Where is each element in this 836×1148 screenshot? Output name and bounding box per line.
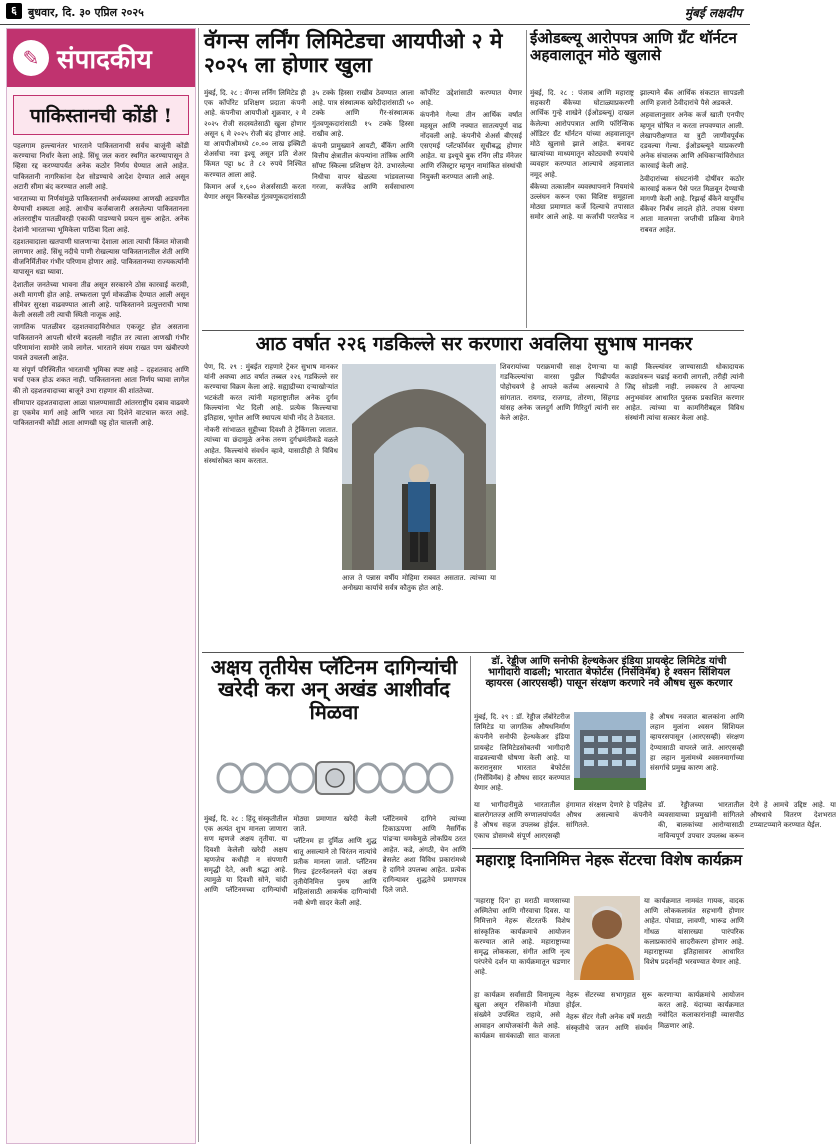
nehru-body-right	[644, 896, 744, 986]
paragraph: कंपनीने गेल्या तीन आर्थिक वर्षांत महसूल आणि नफ्यात सातत्यपूर्ण वाढ नोंदवली आहे. कंपनीचे शेअर्स बीएसई एसएमई प्लॅटफॉर्मवर सूचीबद्ध होणार आहेत. या इश्यूचे बुक रनिंग लीड मॅनेजर आणि रजिस्ट्रार म्हणून नामांकित संस्थांची नियुक्ती करण्यात आली आहे.	[420, 111, 522, 181]
paragraph: मुंबई, दि. २८ : वॅगन्स लर्निंग लिमिटेड ही एक कॉर्पोरेट प्रशिक्षण प्रदाता कंपनी आहे. कंपनीचा आयपीओ शुक्रवार, २ मे २०२५ रोजी सदस्यतेसाठी खुला होणार असून ६ मे २०२५ रोजी बंद होणार आहे. या आयपीओमध्ये ८०.०० लाख इक्विटी शेअर्सचा नवा इश्यू असून प्रति शेअर किंमत पट्टा ७८ ते ८२ रुपये निश्चित करण्यात आला आहे.	[204, 89, 306, 179]
fort-photo	[342, 364, 496, 570]
paragraph: किमान अर्ज १,६०० शेअर्ससाठी करता येणार असून किरकोळ गुंतवणूकदारांसाठी ३५ टक्के हिस्सा राखीव ठेवण्यात आला आहे. पात्र संस्थात्मक खरेदीदारांसाठी ५० टक्के आणि गैर-संस्थात्मक गुंतवणूकदारांसाठी १५ टक्के हिस्सा राखीव आहे.	[204, 89, 414, 202]
paragraph: काही किल्ल्यांवर जाण्यासाठी धोकादायक कड्यांवरून चढाई करावी लागली, तरीही त्यांनी जिद्द सोडली नाही. लवकरच ते आपल्या अनुभवांवर आधारित पुस्तक प्रकाशित करणार आहेत. त्यांच्या या कामगिरीबद्दल विविध संस्थांनी त्यांचा सत्कार केला आहे.	[625, 363, 744, 423]
paragraph: शिवरायांच्या पराक्रमाची साक्ष देणाऱ्या या गडकिल्ल्यांचा वारसा पुढील पिढीपर्यंत पोहोचवणे हे आपले कर्तव्य असल्याचे ते सांगतात. रायगड, राजगड, तोरणा, सिंहगड यांसह अनेक जलदुर्ग आणि गिरिदुर्ग त्यांनी सर केले आहेत.	[500, 363, 619, 423]
paragraph: अहवालानुसार अनेक कर्ज खाती एनपीए म्हणून घोषित न करता लपवण्यात आली. लेखापरीक्षणात या त्रुटी जाणीवपूर्वक दडवल्या गेल्या. ईओडब्ल्यूने याप्रकरणी अनेक संचालक आणि अधिकाऱ्यांविरोधात कारवाई केली आहे.	[640, 111, 744, 171]
nehru-headline: महाराष्ट्र दिनानिमित्त नेहरू सेंटरचा विशेष कार्यक्रम	[475, 851, 743, 869]
paragraph: या भागीदारीमुळे भारतातील बालरोगतज्ज्ञ आणि रुग्णालयांपर्यंत हे औषध सहज उपलब्ध होईल. एकाच डोसमध्ये संपूर्ण आरएसव्ही हंगामात संरक्षण देणारे हे पहिलेच औषध असल्याचे कंपनीने सांगितले.	[474, 801, 652, 840]
paragraph: प्लॅटिनमचे दागिने त्यांच्या टिकाऊपणा आणि नैसर्गिक पांढऱ्या चमकेमुळे लोकप्रिय ठरत आहेत. कडे, अंगठी, चेन आणि ब्रेसलेट अशा विविध प्रकारांमध्ये हे दागिने उपलब्ध आहेत. प्रत्येक दागिन्यावर शुद्धतेचे प्रमाणपत्र दिले जाते.	[382, 815, 466, 895]
paragraph: या कार्यक्रमात नामवंत गायक, वादक आणि लोककलावंत सहभागी होणार आहेत. पोवाडा, लावणी, भारूड आणि गोंधळ यांसारख्या पारंपरिक कलाप्रकारांचे सादरीकरण होणार आहे. महाराष्ट्राच्या इतिहासावर आधारित विशेष प्रदर्शनही भरवण्यात येणार आहे.	[644, 897, 744, 967]
paragraph: जागतिक पातळीवर दहशतवादाविरोधात एकजूट होत असताना पाकिस्तानने आपली धोरणे बदलली नाहीत तर त्याला आणखी गंभीर परिणामांना सामोरे जावे लागेल. भारताने संयम राखत पण खंबीरपणे पावले उचलली आहेत.	[13, 323, 189, 363]
paragraph: पहलगाम हल्ल्यानंतर भारताने पाकिस्तानाची सर्वच बाजूंनी कोंडी करण्याचा निर्धार केला आहे. सिंधू जल करार स्थगित करण्यापासून ते व्हिसा रद्द करण्यापर्यंत अनेक कठोर निर्णय घेण्यात आले आहेत. पाकिस्तानी नागरिकांना देश सोडण्याचे आदेश देण्यात आले असून अटारी सीमा बंद करण्यात आली आहे.	[13, 142, 189, 191]
masthead: मुंबई लक्षदीप	[684, 6, 742, 20]
fort-photo-caption: आज ते पन्नास वर्षीय मोहिमा राबवत असतात. त्यांच्या या अनोख्या कार्याचे सर्वत्र कौतुक होत आहे.	[342, 574, 496, 592]
paragraph: सीमापार दहशतवादाला आळा घालण्यासाठी आंतरराष्ट्रीय दबाव वाढवणे हा एकमेव मार्ग आहे आणि भारत त्या दिशेने वाटचाल करत आहे. पाकिस्तानची कोंडी आता आणखी घट्ट होत चालली आहे.	[13, 398, 189, 428]
paragraph: हे औषध नवजात बालकांना आणि लहान मुलांना श्वसन सिंशियल व्हायरसपासून (आरएसव्ही) संरक्षण देण्यासाठी वापरले जाते. आरएसव्ही हा लहान मुलांमध्ये श्वसनमार्गाच्या संसर्गाचे प्रमुख कारण आहे.	[650, 713, 744, 773]
editorial-header	[7, 29, 195, 87]
dr-reddy-headline: डॉ. रेड्डीज आणि सनोफी हेल्थकेअर इंडिया प्रायव्हेट लिमिटेड यांची भागीदारी वाढली; भारतात बेफोर्टस (निर्सेविमॅब) हे श्वसन सिंशियल व्हायरस (आरएसव्ही) पासून संरक्षण करणारे नवे औषध सुरू करणार	[485, 656, 733, 690]
speaker-photo	[574, 896, 640, 980]
editorial-section-title: संपादकीय	[57, 45, 152, 75]
editorial-headline: पाकिस्तानची कोंडी !	[13, 95, 189, 135]
manekar-body-left	[204, 362, 338, 652]
speaker-image	[574, 896, 640, 980]
nehru-body-left	[474, 896, 570, 986]
pen-icon: ✎	[13, 40, 49, 76]
ipo-headline: वॅगन्स लर्निंग लिमिटेडचा आयपीओ २ मे २०२५ ला होणार खुला	[204, 29, 503, 77]
paragraph: दहशतवादाला खतपाणी घालणाऱ्या देशाला आता त्याची किंमत मोजावी लागणार आहे. सिंधू नदीचे पाणी रोखल्यास पाकिस्तानातील शेती आणि वीजनिर्मितीवर गंभीर परिणाम होणार आहे. पाकिस्तानच्या राज्यकर्त्यांनी यापासून धडा घ्यावा.	[13, 237, 189, 277]
paragraph: हा कार्यक्रम सर्वांसाठी विनामूल्य खुला असून रसिकांनी मोठ्या संख्येने उपस्थित राहावे, असे आवाहन आयोजकांनी केले आहे. कार्यक्रम सायंकाळी सात वाजता नेहरू सेंटरच्या सभागृहात सुरू होईल.	[474, 991, 652, 1040]
paragraph: 'महाराष्ट्र दिन' हा मराठी माणसाच्या अस्मितेचा आणि गौरवाचा दिवस. या निमित्ताने नेहरू सेंटरतर्फे विशेष सांस्कृतिक कार्यक्रमाचे आयोजन करण्यात आले आहे. महाराष्ट्राच्या समृद्ध लोककला, संगीत आणि नृत्य परंपरेचे दर्शन या कार्यक्रमातून घडणार आहे.	[474, 897, 570, 977]
paragraph: मुंबई, दि. २८ : पंजाब आणि महाराष्ट्र सहकारी बँकेच्या घोटाळ्याप्रकरणी आर्थिक गुन्हे शाखेने (ईओडब्ल्यू) दाखल केलेल्या आरोपपत्रात आणि फॉरेन्सिक ऑडिटर ग्रँट थॉर्नटन यांच्या अहवालातून मोठे खुलासे झाले आहेत. बनावट खात्यांच्या माध्यमातून कोट्यवधी रुपयांचे व्यवहार करण्यात आल्याचे अहवालात नमूद आहे.	[530, 89, 634, 179]
column-divider	[470, 656, 471, 1144]
editorial-body	[7, 141, 195, 428]
page-header	[0, 0, 750, 25]
paragraph: नोकरी सांभाळत सुट्टीच्या दिवशी ते ट्रेकिंगला जातात. त्यांच्या या छंदामुळे अनेक तरुण दुर्गभ्रमंतीकडे वळले आहेत. किल्ल्यांचे संवर्धन व्हावे, यासाठीही ते विविध संस्थांसोबत काम करतात.	[204, 426, 338, 465]
paragraph: मुंबई, दि. २८ : हिंदू संस्कृतीतील एक अत्यंत शुभ मानला जाणारा सण म्हणजे अक्षय तृतीया. या दिवशी केलेली खरेदी अक्षय म्हणजेच कधीही न संपणारी समृद्धी देते, अशी श्रद्धा आहे. त्यामुळे या दिवशी सोने, चांदी आणि प्लॅटिनमच्या दागिन्यांची मोठ्या प्रमाणात खरेदी केली जाते.	[204, 815, 377, 895]
ipo-body	[204, 88, 522, 326]
paragraph: ठेवीदारांच्या संघटनांनी दोषींवर कठोर कारवाई करून पैसे परत मिळवून देण्याची मागणी केली आहे. रिझर्व्ह बँकेने यापूर्वीच बँकेवर निर्बंध लादले होते. तपास यंत्रणा आता मालमत्ता जप्तीची प्रक्रिया वेगाने राबवत आहेत.	[640, 174, 744, 234]
page-number: ६	[6, 3, 22, 19]
column-divider	[526, 30, 527, 328]
dateline: बुधवार, दि. ३० एप्रिल २०२५	[28, 6, 144, 19]
platinum-bracelet-image	[210, 748, 460, 808]
eow-body	[530, 88, 744, 326]
paragraph: भारताच्या या निर्णयांमुळे पाकिस्तानची अर्थव्यवस्था आणखी अडचणीत येण्याची शक्यता आहे. आधीच कर्जबाजारी असलेल्या पाकिस्तानला आंतरराष्ट्रीय पातळीवरही एकाकी पाडण्याचे प्रयत्न सुरू आहेत. अनेक देशांनी भारताच्या भूमिकेला पाठिंबा दिला आहे.	[13, 195, 189, 234]
eow-headline: ईओडब्ल्यू आरोपपत्र आणि ग्रँट थॉर्नटन अहवालातून मोठे खुलासे	[530, 29, 737, 64]
fort-gateway-image	[342, 364, 496, 570]
dr-reddy-body-bottom	[474, 800, 836, 844]
paragraph: प्लॅटिनम हा दुर्मिळ आणि शुद्ध धातू असल्याने तो चिरंतन नात्यांचे प्रतीक मानला जातो. प्लॅटिनम गिल्ड इंटरनॅशनलने यंदा अक्षय तृतीयेनिमित्त पुरुष आणि महिलांसाठी आकर्षक दागिन्यांची नवी श्रेणी सादर केली आहे.	[293, 837, 377, 907]
column-divider	[198, 28, 199, 1142]
manekar-headline: आठ वर्षात २२६ गडकिल्ले सर करणारा अवलिया सुभाष मानकर	[255, 333, 693, 355]
section-divider	[472, 848, 744, 849]
bracelet-photo	[210, 748, 460, 808]
paragraph: देशातील जनतेच्या भावना तीव्र असून सरकारने ठोस कारवाई करावी, अशी मागणी होत आहे. लष्कराला पूर्ण मोकळीक देण्यात आली असून सीमेवर सुरक्षा वाढवण्यात आली आहे. पाकिस्तानने प्रत्युत्तराची भाषा केली असली तरी त्याची स्थिती नाजूक आहे.	[13, 280, 189, 320]
paragraph: पेण, दि. २९ : मुंबईत राहणारे ट्रेकर सुभाष मानकर यांनी अवघ्या आठ वर्षात तब्बल २२६ गडकिल्ले सर करण्याचा विक्रम केला आहे. सह्याद्रीच्या दऱ्याखोऱ्यांत भटकंती करत त्यांनी महाराष्ट्रातील अनेक दुर्गम किल्ल्यांना भेट दिली आहे. प्रत्येक किल्ल्याचा इतिहास, भूगोल आणि स्थापत्य यांची नोंद ते ठेवतात.	[204, 363, 338, 423]
paragraph: डॉ. रेड्डीजच्या भारतातील व्यवसायाच्या प्रमुखांनी सांगितले की, बालकांच्या आरोग्यासाठी नाविन्यपूर्ण उपचार उपलब्ध करून देणे हे आमचे उद्दिष्ट आहे. या औषधाचे वितरण देशभरात टप्प्याटप्प्याने करण्यात येईल.	[658, 801, 836, 840]
akshaya-body	[204, 814, 466, 1144]
manekar-body-right	[500, 362, 744, 652]
paragraph: बँकेच्या तत्कालीन व्यवस्थापनाने नियमांचे उल्लंघन करून एका विशिष्ट समूहाला मोठ्या प्रमाणात कर्जे दिल्याचे तपासात समोर आले आहे. या कर्जांची परतफेड न झाल्याने बँक आर्थिक संकटात सापडली आणि हजारो ठेवीदारांचे पैसे अडकले.	[530, 89, 744, 222]
paragraph: या संपूर्ण परिस्थितीत भारताची भूमिका स्पष्ट आहे – दहशतवाद आणि चर्चा एकत्र होऊ शकत नाही. पाकिस्तानला आता निर्णय घ्यावा लागेल की तो दहशतवादाच्या बाजूने उभा राहणार की शांततेच्या.	[13, 366, 189, 395]
paragraph: नेहरू सेंटर गेली अनेक वर्षे मराठी संस्कृतीचे जतन आणि संवर्धन करणाऱ्या कार्यक्रमांचे आयोजन करत आहे. यंदाच्या कार्यक्रमात नवोदित कलाकारांनाही व्यासपीठ मिळणार आहे.	[566, 991, 744, 1032]
paragraph: मुंबई, दि. २९ : डॉ. रेड्डीज लॅबोरेटरीज लिमिटेड या जागतिक औषधनिर्माण कंपनीने सनोफी हेल्थकेअर इंडिया प्रायव्हेट लिमिटेडसोबतची भागीदारी वाढवल्याची घोषणा केली आहे. या करारानुसार भारतात बेफोर्टस (निर्सेविमॅब) हे औषध सादर करण्यात येणार आहे.	[474, 713, 570, 793]
paragraph: कंपनी प्रामुख्याने आयटी, बँकिंग आणि वित्तीय क्षेत्रातील कंपन्यांना तांत्रिक आणि सॉफ्ट स्किल्स प्रशिक्षण देते. उभारलेल्या निधीचा वापर खेळत्या भांडवलाच्या गरजा, कर्जफेड आणि सर्वसाधारण कॉर्पोरेट उद्देशांसाठी करण्यात येणार आहे.	[312, 89, 522, 191]
building-image	[574, 712, 646, 790]
editorial-column	[6, 28, 196, 1144]
akshaya-headline: अक्षय तृतीयेस प्लॅटिनम दागिन्यांची खरेदी करा अन् अखंड आशीर्वाद मिळवा	[210, 655, 458, 724]
nehru-body-bottom	[474, 990, 744, 1142]
section-divider	[202, 652, 744, 653]
section-divider	[202, 330, 744, 331]
building-photo	[574, 712, 646, 790]
